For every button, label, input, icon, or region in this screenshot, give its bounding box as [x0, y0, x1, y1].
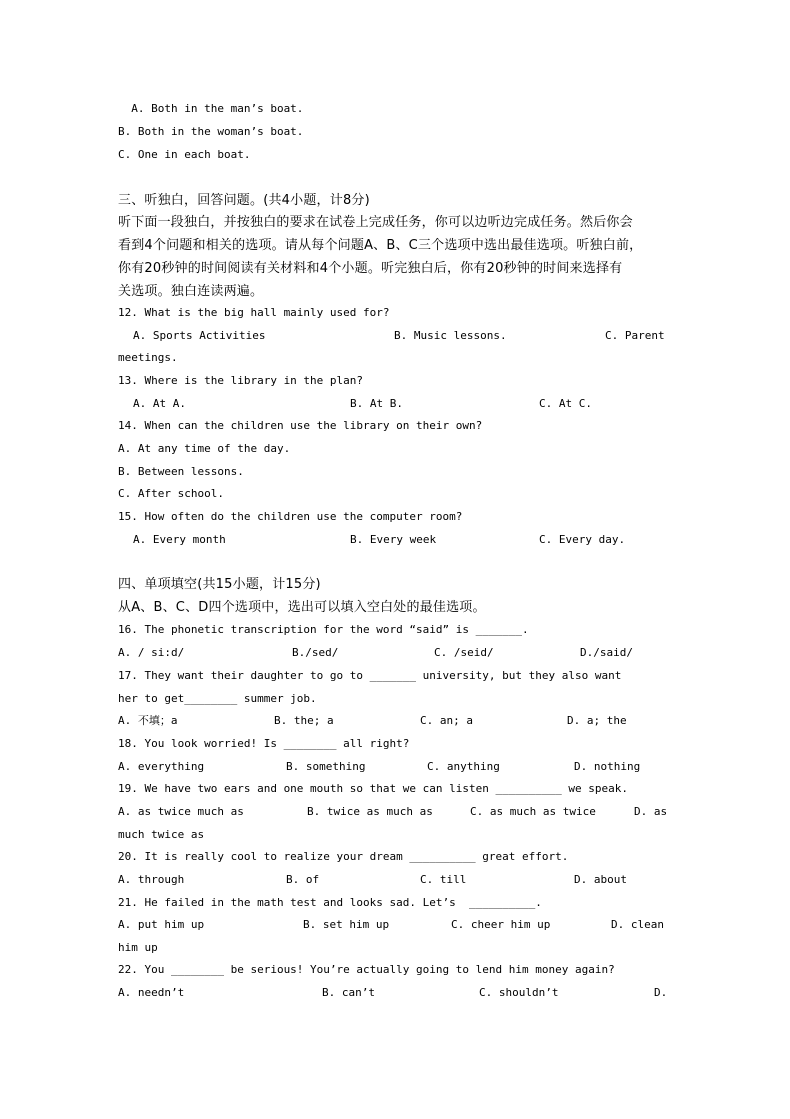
q21-option-c: C. cheer him up [451, 918, 551, 931]
q18-option-c: C. anything [427, 760, 500, 773]
q15-option-c: C. Every day. [539, 533, 626, 546]
q17-option-a: A. 不填；a [118, 714, 178, 727]
q19-option-d-cont: much twice as [118, 828, 205, 841]
q13-stem: 13. Where is the library in the plan? [118, 374, 364, 387]
q18-stem: 18. You look worried! Is ________ all right? [118, 737, 410, 750]
q12-options [118, 325, 678, 347]
section3-instructions-line4: 关选项。独白连读两遍。 [118, 284, 264, 299]
section3-instructions-line2: 看到4个问题和相关的选项。请从每个问题A、B、C三个选项中选出最佳选项。听独白前， [118, 238, 643, 253]
q21-option-d-cont: him up [118, 941, 158, 954]
q12-stem: 12. What is the big hall mainly used for? [118, 306, 390, 319]
prev-option-a: A. Both in the man’s boat. [118, 102, 304, 115]
q22-option-b: B. can’t [322, 986, 375, 999]
q14-option-c: C. After school. [118, 487, 224, 500]
q18-option-b: B. something [286, 760, 366, 773]
q17-options [118, 710, 678, 732]
q15-stem: 15. How often do the children use the computer room? [118, 510, 463, 523]
q12-option-a: A. Sports Activities [133, 329, 266, 342]
q15-options [118, 529, 678, 551]
prev-option-c: C. One in each boat. [118, 148, 251, 161]
q14-stem: 14. When can the children use the library on their own? [118, 419, 483, 432]
q19-option-c: C. as much as twice [470, 805, 596, 818]
q20-option-c: C. till [420, 873, 467, 886]
q20-option-a: A. through [118, 873, 185, 886]
q16-option-c: C. /seid/ [434, 646, 494, 659]
section4-heading: 四、单项填空(共15小题，计15分) [118, 577, 321, 592]
q13-option-c: C. At C. [539, 397, 592, 410]
q12-option-c-cont: meetings. [118, 351, 178, 364]
q21-option-a: A. put him up [118, 918, 205, 931]
q17-option-b: B. the; a [274, 714, 334, 727]
q20-option-d: D. about [574, 873, 627, 886]
section3-heading: 三、听独白，回答问题。(共4小题，计8分) [118, 193, 370, 208]
q14-option-b: B. Between lessons. [118, 465, 244, 478]
q22-option-a: A. needn’t [118, 986, 185, 999]
q19-option-b: B. twice as much as [307, 805, 433, 818]
q20-options [118, 869, 678, 891]
q21-stem: 21. He failed in the math test and looks sad. Let’s __________. [118, 896, 542, 909]
q17-option-d: D. a; the [567, 714, 627, 727]
q19-options [118, 801, 678, 823]
prev-option-b: B. Both in the woman’s boat. [118, 125, 304, 138]
q19-option-d: D. as [634, 805, 668, 818]
q16-stem: 16. The phonetic transcription for the word “said” is _______. [118, 623, 529, 636]
q15-option-b: B. Every week [350, 533, 437, 546]
q19-option-a: A. as twice much as [118, 805, 244, 818]
q22-option-d: D. [654, 986, 668, 999]
q16-options [118, 642, 678, 664]
q20-option-b: B. of [286, 873, 320, 886]
q21-option-b: B. set him up [303, 918, 390, 931]
q22-option-c: C. shouldn’t [479, 986, 559, 999]
q17-stem-cont: her to get________ summer job. [118, 692, 317, 705]
q13-option-a: A. At A. [133, 397, 186, 410]
q22-stem: 22. You ________ be serious! You’re actually going to lend him money again? [118, 963, 615, 976]
q16-option-a: A. / si:d/ [118, 646, 185, 659]
q16-option-b: B./sed/ [292, 646, 339, 659]
q21-options [118, 914, 678, 936]
q13-options [118, 393, 678, 415]
q16-option-d: D./said/ [580, 646, 633, 659]
q15-option-a: A. Every month [133, 533, 226, 546]
q12-option-c: C. Parent [605, 329, 665, 342]
q18-options [118, 756, 678, 778]
section4-instructions: 从A、B、C、D四个选项中，选出可以填入空白处的最佳选项。 [118, 600, 486, 615]
q18-option-d: D. nothing [574, 760, 641, 773]
q22-options [118, 982, 678, 1004]
q21-option-d: D. clean [611, 918, 664, 931]
q20-stem: 20. It is really cool to realize your dream __________ great effort. [118, 850, 569, 863]
q18-option-a: A. everything [118, 760, 205, 773]
q17-option-c: C. an; a [420, 714, 473, 727]
q14-option-a: A. At any time of the day. [118, 442, 291, 455]
section3-instructions-line3: 你有20秒钟的时间阅读有关材料和4个小题。听完独白后，你有20秒钟的时间来选择有 [118, 261, 623, 276]
q19-stem: 19. We have two ears and one mouth so that we can listen __________ we speak. [118, 782, 628, 795]
q12-option-b: B. Music lessons. [394, 329, 507, 342]
section3-instructions-line1: 听下面一段独白，并按独白的要求在试卷上完成任务，你可以边听边完成任务。然后你会 [118, 215, 633, 230]
q13-option-b: B. At B. [350, 397, 403, 410]
q17-stem: 17. They want their daughter to go to _______ university, but they also want [118, 669, 622, 682]
